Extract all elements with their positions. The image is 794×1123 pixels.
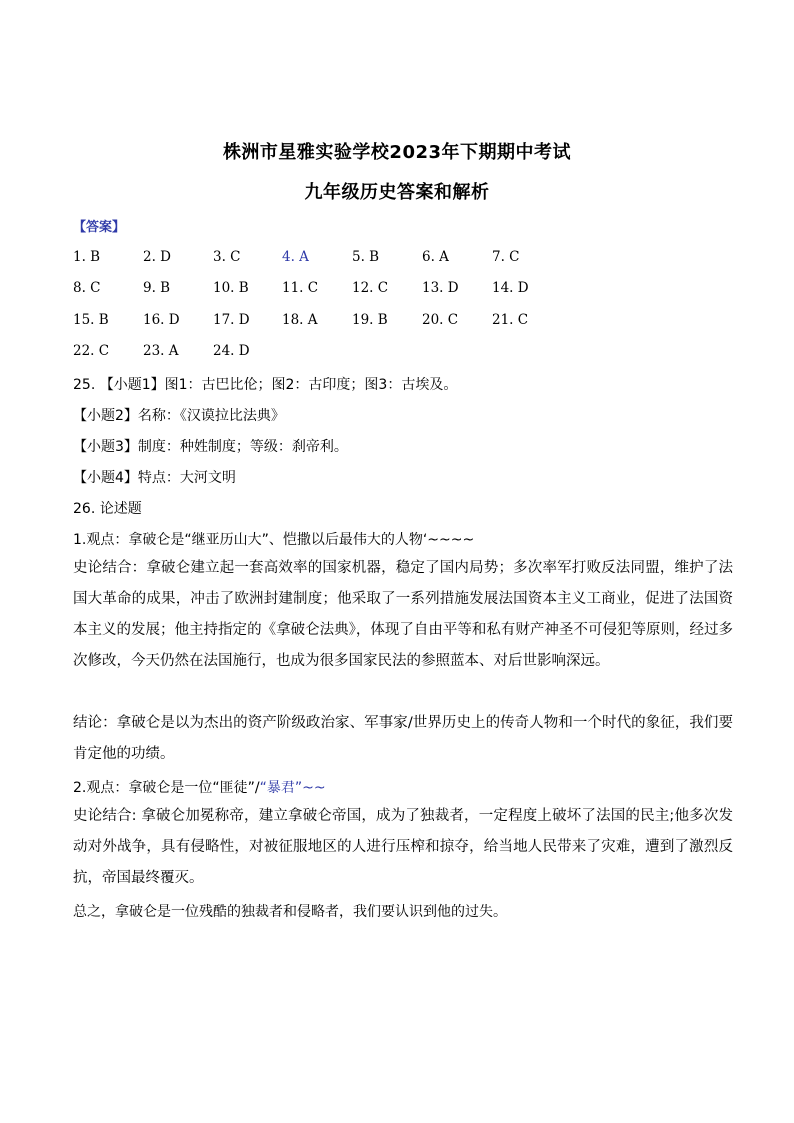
answer-item: 3. C (213, 249, 241, 265)
q26-view-1: 1.观点：拿破仑是“继亚历山大”、恺撒以后最伟大的人物‘~~~~ (73, 532, 475, 548)
answer-item: 10. B (213, 280, 249, 296)
answer-item: 21. C (492, 312, 529, 328)
answer-item: 17. D (213, 312, 250, 328)
answer-item: 19. B (352, 312, 388, 328)
q26-view-2 (73, 777, 326, 797)
answer-item: 23. A (143, 343, 179, 359)
q26-summary: 总之，拿破仑是一位残酷的独裁者和侵略者，我们要认识到他的过失。 (73, 904, 507, 920)
q26-view-2-prefix: 2.观点：拿破仑是一位“匪徒”/ (73, 780, 260, 796)
q25-subquestion-1: 25. 【小题1】图1：古巴比伦；图2：古印度；图3：古埃及。 (73, 377, 458, 393)
answer-section-label: 【答案】 (73, 220, 126, 235)
answer-item: 20. C (422, 312, 459, 328)
answer-item: 16. D (143, 312, 180, 328)
q26-heading: 26. 论述题 (73, 501, 142, 517)
q25-subquestion-4: 【小题4】特点：大河文明 (73, 470, 236, 486)
q25-subquestion-2: 【小题2】名称：《汉谟拉比法典》 (73, 408, 285, 424)
answer-item: 2. D (143, 249, 171, 265)
answer-item: 1. B (73, 249, 101, 265)
answer-item: 13. D (422, 280, 459, 296)
answer-item: 7. C (492, 249, 520, 265)
answer-item: 9. B (143, 280, 171, 296)
answer-item: 8. C (73, 280, 101, 296)
q26-argument-2: 史论结合: 拿破仑加冕称帝，建立拿破仑帝国，成为了独裁者，一定程度上破坏了法国的民主;他多次发动对外战争，具有侵略性，对被征服地区的人进行压榨和掠夺，给当地人民带来了灾难，遭到了激烈反抗，帝国最终覆灭。 (73, 808, 733, 886)
q26-conclusion-1: 结论：拿破仑是以为杰出的资产阶级政治家、军事家/世界历史上的传奇人物和一个时代的象征，我们要肯定他的功绩。 (73, 715, 733, 762)
answer-item: 15. B (73, 312, 109, 328)
document-subtitle: 九年级历史答案和解析 (304, 182, 490, 203)
answer-item: 4. A (282, 249, 309, 265)
answer-item: 5. B (352, 249, 380, 265)
q25-subquestion-3: 【小题3】制度：种姓制度；等级：刹帝利。 (73, 439, 348, 455)
answer-item: 24. D (213, 343, 250, 359)
answer-item: 22. C (73, 343, 110, 359)
document-title: 株洲市星雅实验学校2023年下期期中考试 (222, 142, 572, 163)
answer-item: 14. D (492, 280, 529, 296)
answer-item: 11. C (282, 280, 319, 296)
answer-item: 6. A (422, 249, 449, 265)
q26-view-2-highlight: “暴君”~~ (259, 780, 326, 796)
q26-argument-1: 史论结合：拿破仑建立起一套高效率的国家机器，稳定了国内局势；多次率军打败反法同盟，维护了法国大革命的成果，冲击了欧洲封建制度；他采取了一系列措施发展法国资本主义工商业，促进了法国资本主义的发展；他主持指定的《拿破仑法典》，体现了自由平等和私有财产神圣不可侵犯等原则，经过多次修改，今天仍然在法国施行，也成为很多国家民法的参照蓝本、对后世影响深远。 (73, 560, 733, 669)
answer-item: 18. A (282, 312, 318, 328)
answer-item: 12. C (352, 280, 389, 296)
